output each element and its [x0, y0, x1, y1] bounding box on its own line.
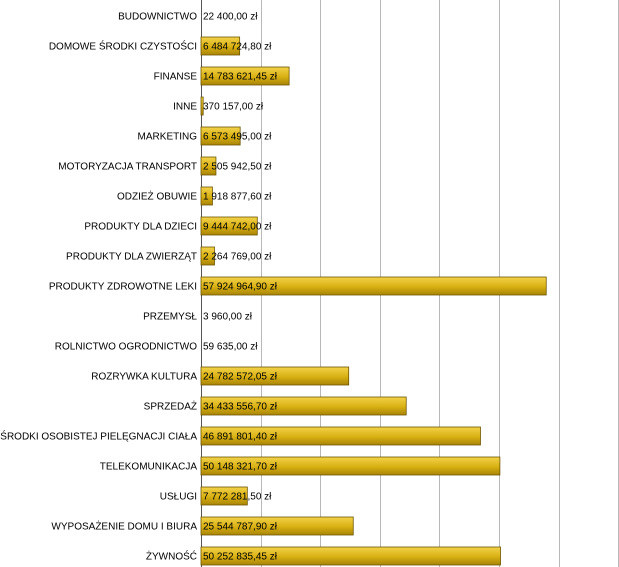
category-label: ODZIEŻ OBUWIE [117, 191, 197, 203]
bars [201, 37, 546, 565]
category-label: ROLNICTWO OGRODNICTWO [54, 341, 197, 353]
value-label: 14 783 621,45 zł [203, 71, 277, 83]
category-label: ŚRODKI OSOBISTEJ PIELĘGNACJI CIAŁA [0, 431, 197, 443]
value-label: 57 924 964,90 zł [203, 281, 277, 293]
value-label: 2 505 942,50 zł [203, 161, 272, 173]
category-label: USŁUGI [159, 491, 197, 503]
value-label: 34 433 556,70 zł [203, 401, 277, 413]
category-label: FINANSE [153, 71, 197, 83]
category-label: BUDOWNICTWO [118, 11, 197, 23]
value-label: 6 484 724,80 zł [203, 41, 272, 53]
category-label: ROZRYWKA KULTURA [91, 371, 197, 383]
value-label: 2 264 769,00 zł [203, 251, 272, 263]
value-label: 46 891 801,40 zł [203, 431, 277, 443]
value-label: 59 635,00 zł [203, 341, 258, 353]
category-label: MOTORYZACJA TRANSPORT [58, 161, 197, 173]
category-label: ŻYWNOŚĆ [145, 551, 197, 563]
value-label: 50 148 321,70 zł [203, 461, 277, 473]
category-label: DOMOWE ŚRODKI CZYSTOŚCI [48, 41, 197, 53]
value-label: 9 444 742,00 zł [203, 221, 272, 233]
category-label: INNE [173, 101, 197, 113]
category-label: PRODUKTY DLA DZIECI [84, 221, 197, 233]
category-label: PRODUKTY DLA ZWIERZĄT [66, 251, 197, 263]
category-label: TELEKOMUNIKACJA [99, 461, 197, 473]
category-label: MARKETING [137, 131, 197, 143]
category-label: PRODUKTY ZDROWOTNE LEKI [48, 281, 197, 293]
category-label: PRZEMYSŁ [143, 311, 197, 323]
value-label: 50 252 835,45 zł [203, 551, 277, 563]
value-label: 22 400,00 zł [203, 11, 258, 23]
value-label: 7 772 281,50 zł [203, 491, 272, 503]
value-label: 6 573 495,00 zł [203, 131, 272, 143]
value-label: 24 782 572,05 zł [203, 371, 277, 383]
category-label: SPRZEDAŻ [143, 401, 197, 413]
labels [0, 12, 277, 563]
value-label: 1 918 877,60 zł [203, 191, 272, 203]
category-label: WYPOSAŻENIE DOMU I BIURA [51, 521, 197, 533]
value-label: 3 960,00 zł [203, 311, 252, 323]
value-label: 370 157,00 zł [203, 101, 264, 113]
value-label: 25 544 787,90 zł [203, 521, 277, 533]
